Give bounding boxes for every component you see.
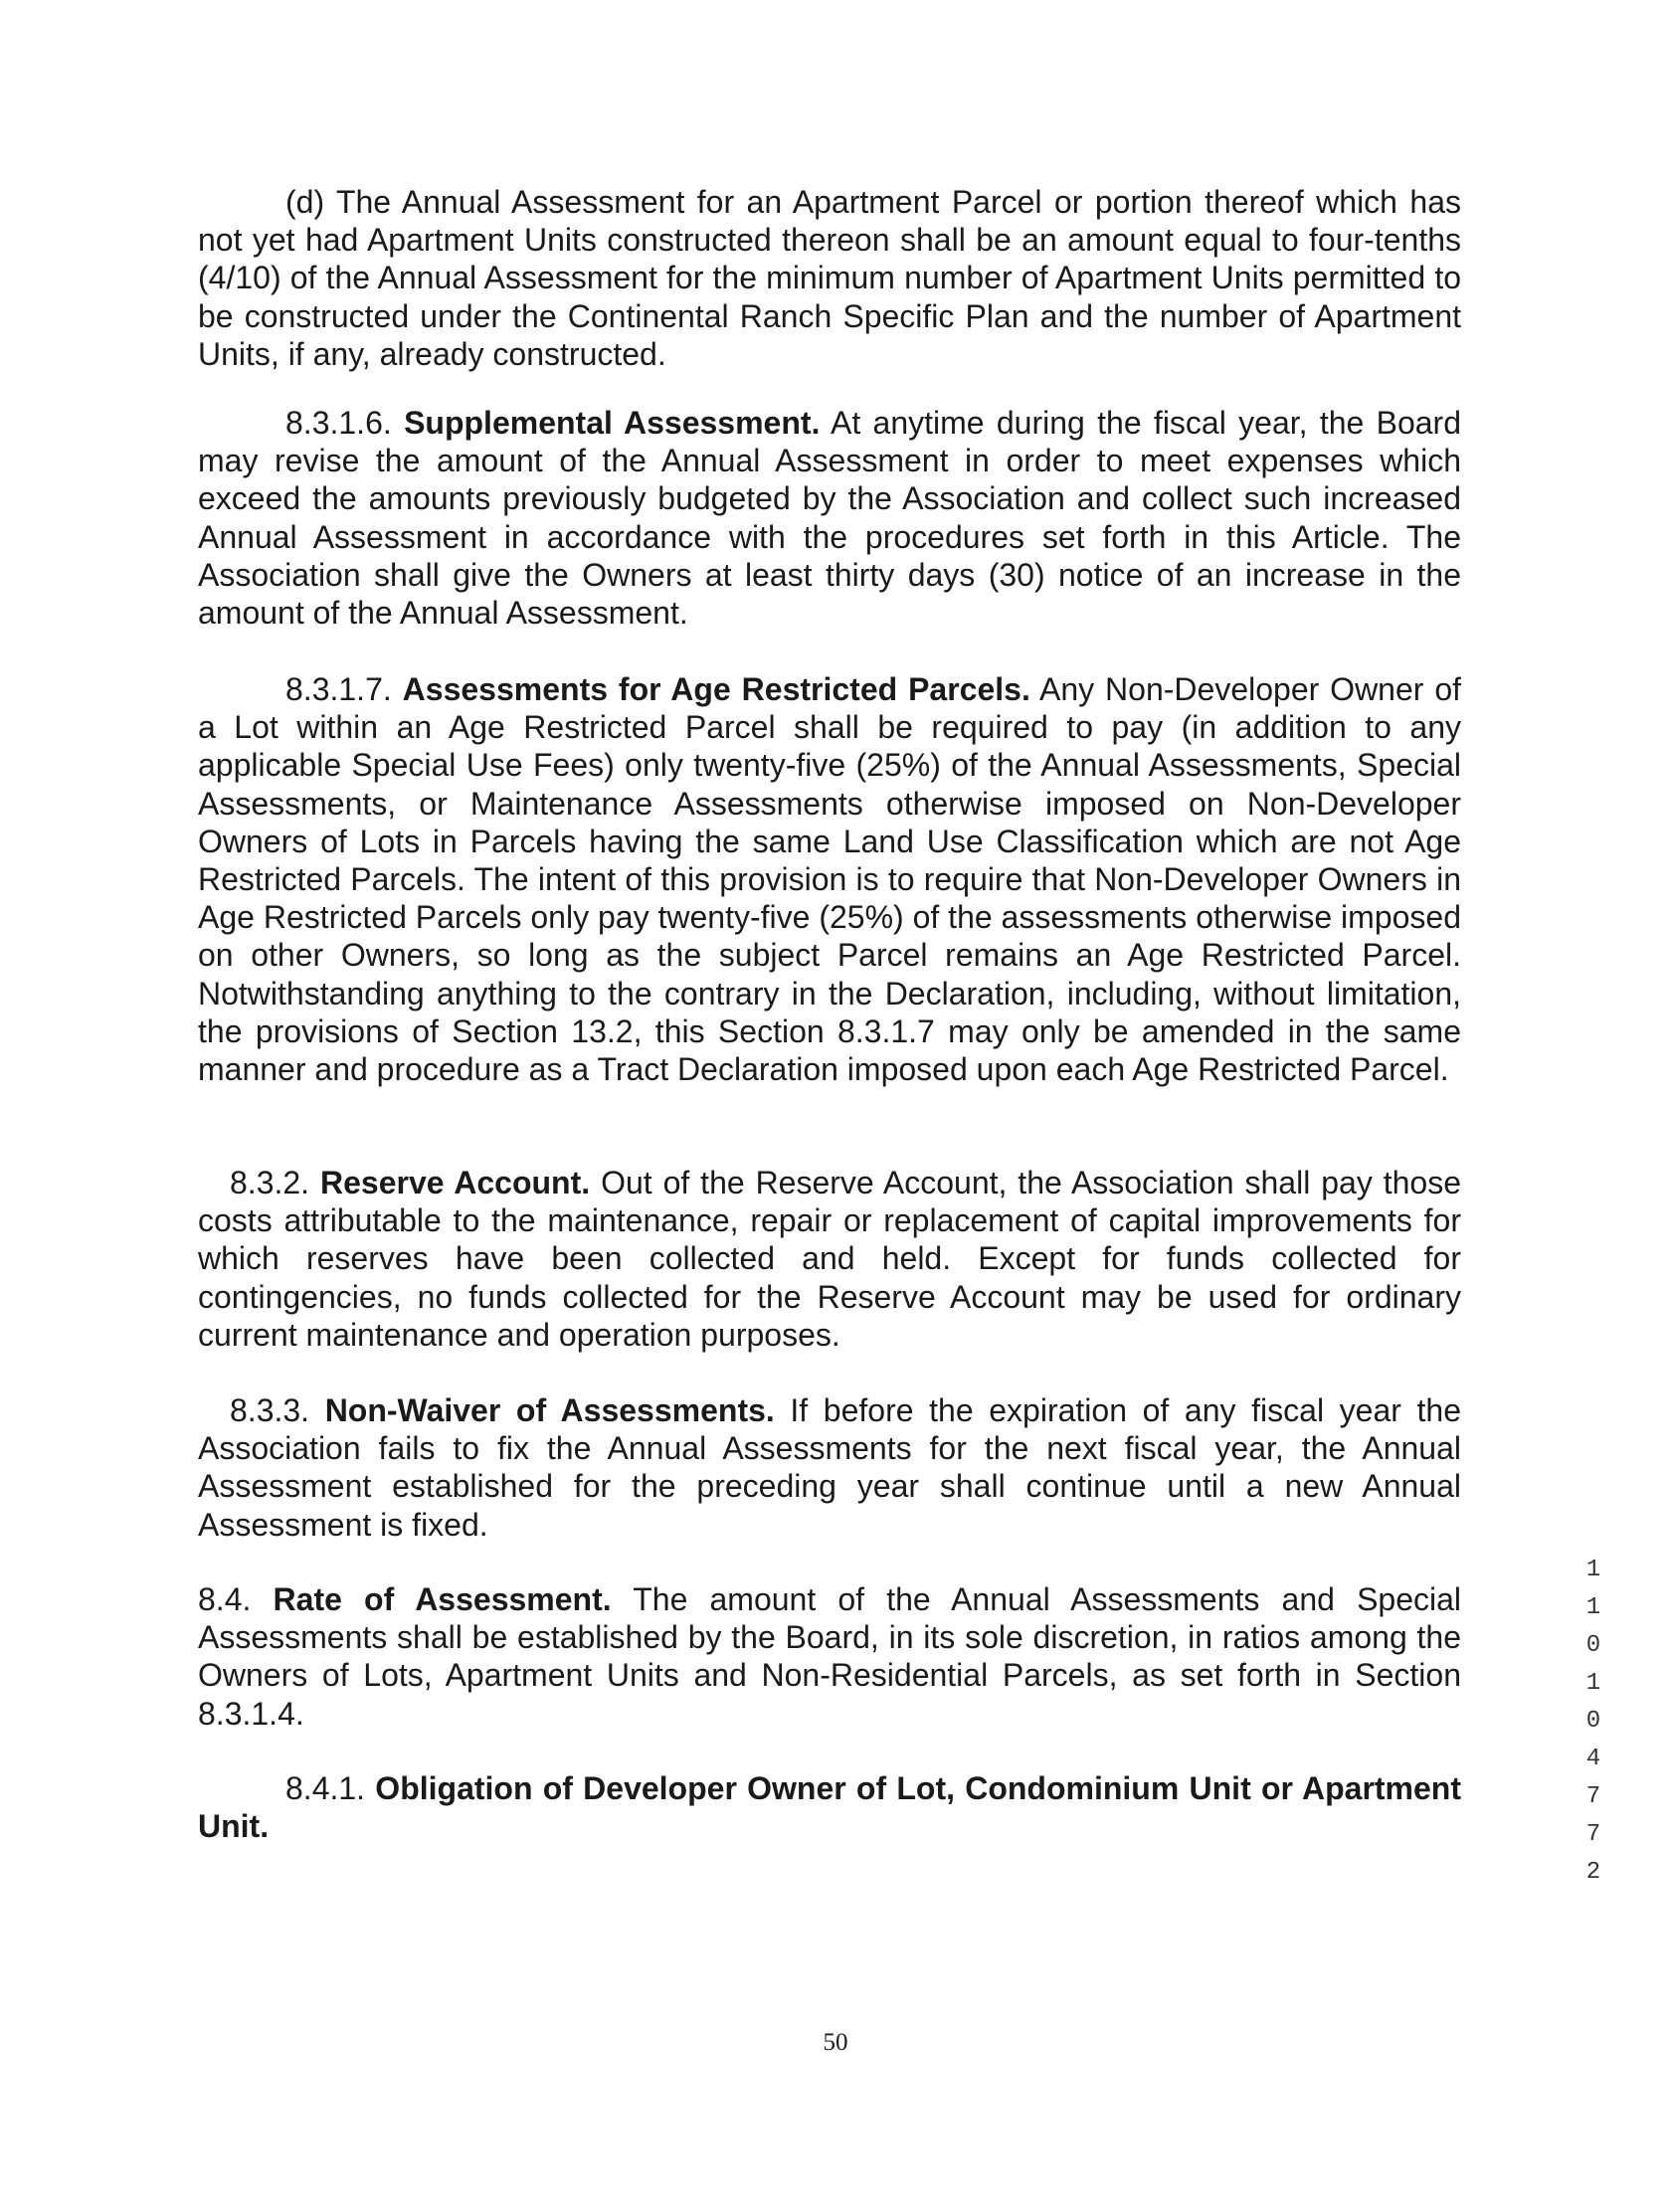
- recording-digit: 2: [1585, 1859, 1601, 1886]
- recording-digit: 7: [1585, 1783, 1601, 1810]
- section-8-3-1-6: [198, 404, 1461, 632]
- recording-digit: 0: [1585, 1708, 1601, 1735]
- section-number: 8.3.3.: [230, 1392, 310, 1428]
- section-body: The amount of the Annual Assessments and Special Assessments shall be established by the Board, in its sole discretion, in ratios among the Owners of Lots, Apartment Units and Non-Residential Parcels, as set forth in Section 8.3.1.4.: [198, 1581, 1462, 1732]
- page-number: 50: [823, 2029, 848, 2056]
- section-8-4: [198, 1580, 1461, 1733]
- paragraph-d-apartment-parcel: [198, 183, 1461, 373]
- section-number: 8.3.1.7.: [285, 671, 392, 707]
- section-body: At anytime during the fiscal year, the Board may revise the amount of the Annual Assessment in order to meet expenses which exceed the amounts previously budgeted by the Association and collect such increased Annual Assessment in accordance with the procedures set forth in this Article. The Association shall give the Owners at least thirty days (30) notice of an increase in the amount of the Annual Assessment.: [198, 405, 1462, 632]
- paragraph-text: (d) The Annual Assessment for an Apartment Parcel or portion thereof which has not yet had Apartment Units constructed thereon shall be an amount equal to four-tenths (4/10) of the Annual Assessment for the minimum number of Apartment Units permitted to be constructed under the Continental Ranch Specific Plan and the number of Apartment Units, if any, already constructed.: [198, 184, 1461, 372]
- recording-digit: 1: [1585, 1557, 1601, 1583]
- recording-number: [1578, 1552, 1608, 1892]
- section-body: Out of the Reserve Account, the Association shall pay those costs attributable to the maintenance, repair or replacement of capital improvements for which reserves have been collected and held. Except for funds collected for contingencies, no funds collected for the Reserve Account may be used for ordinary current maintenance and operation purposes.: [198, 1165, 1462, 1353]
- section-number: 8.3.2.: [230, 1165, 310, 1200]
- recording-digit: 0: [1585, 1632, 1601, 1659]
- section-body: If before the expiration of any fiscal year the Association fails to fix the Annual Assessments for the next fiscal year, the Annual Assessment established for the preceding year shall continue until a new Annual Assessment is fixed.: [198, 1392, 1462, 1543]
- section-body: Any Non-Developer Owner of a Lot within an Age Restricted Parcel shall be required to pay (in addition to any applicable Special Use Fees) only twenty-five (25%) of the Annual Assessments, Special Assessments, or Maintenance Assessments otherwise imposed on Non-Developer Owners of Lots in Parcels having the same Land Use Classification which are not Age Restricted Parcels. The intent of this provision is to require that Non-Developer Owners in Age Restricted Parcels only pay twenty-five (25%) of the assessments otherwise imposed on other Owners, so long as the subject Parcel remains an Age Restricted Parcel. Notwithstanding anything to the contrary in the Declaration, including, without limitation, the provisions of Section 13.2, this Section 8.3.1.7 may only be amended in the same manner and procedure as a Tract Declaration imposed upon each Age Restricted Parcel.: [198, 671, 1462, 1088]
- section-heading: Obligation of Developer Owner of Lot, Condominium Unit or Apartment Unit.: [198, 1770, 1462, 1845]
- recording-digit: 1: [1585, 1594, 1601, 1621]
- section-number: 8.4.: [198, 1581, 252, 1617]
- recording-digit: 1: [1585, 1670, 1601, 1697]
- section-number: 8.4.1.: [285, 1770, 366, 1806]
- section-8-3-2: [198, 1164, 1461, 1354]
- section-8-3-1-7: [198, 670, 1461, 1088]
- section-8-3-3: [198, 1391, 1461, 1544]
- recording-digit: 4: [1585, 1746, 1601, 1772]
- section-heading: Supplemental Assessment.: [404, 405, 821, 441]
- section-8-4-1: [198, 1769, 1461, 1845]
- section-heading: Rate of Assessment.: [273, 1581, 612, 1617]
- section-heading: Non-Waiver of Assessments.: [324, 1392, 775, 1428]
- section-heading: Assessments for Age Restricted Parcels.: [402, 671, 1030, 707]
- section-number: 8.3.1.6.: [285, 405, 392, 441]
- recording-digit: 7: [1585, 1821, 1601, 1848]
- section-heading: Reserve Account.: [319, 1165, 591, 1200]
